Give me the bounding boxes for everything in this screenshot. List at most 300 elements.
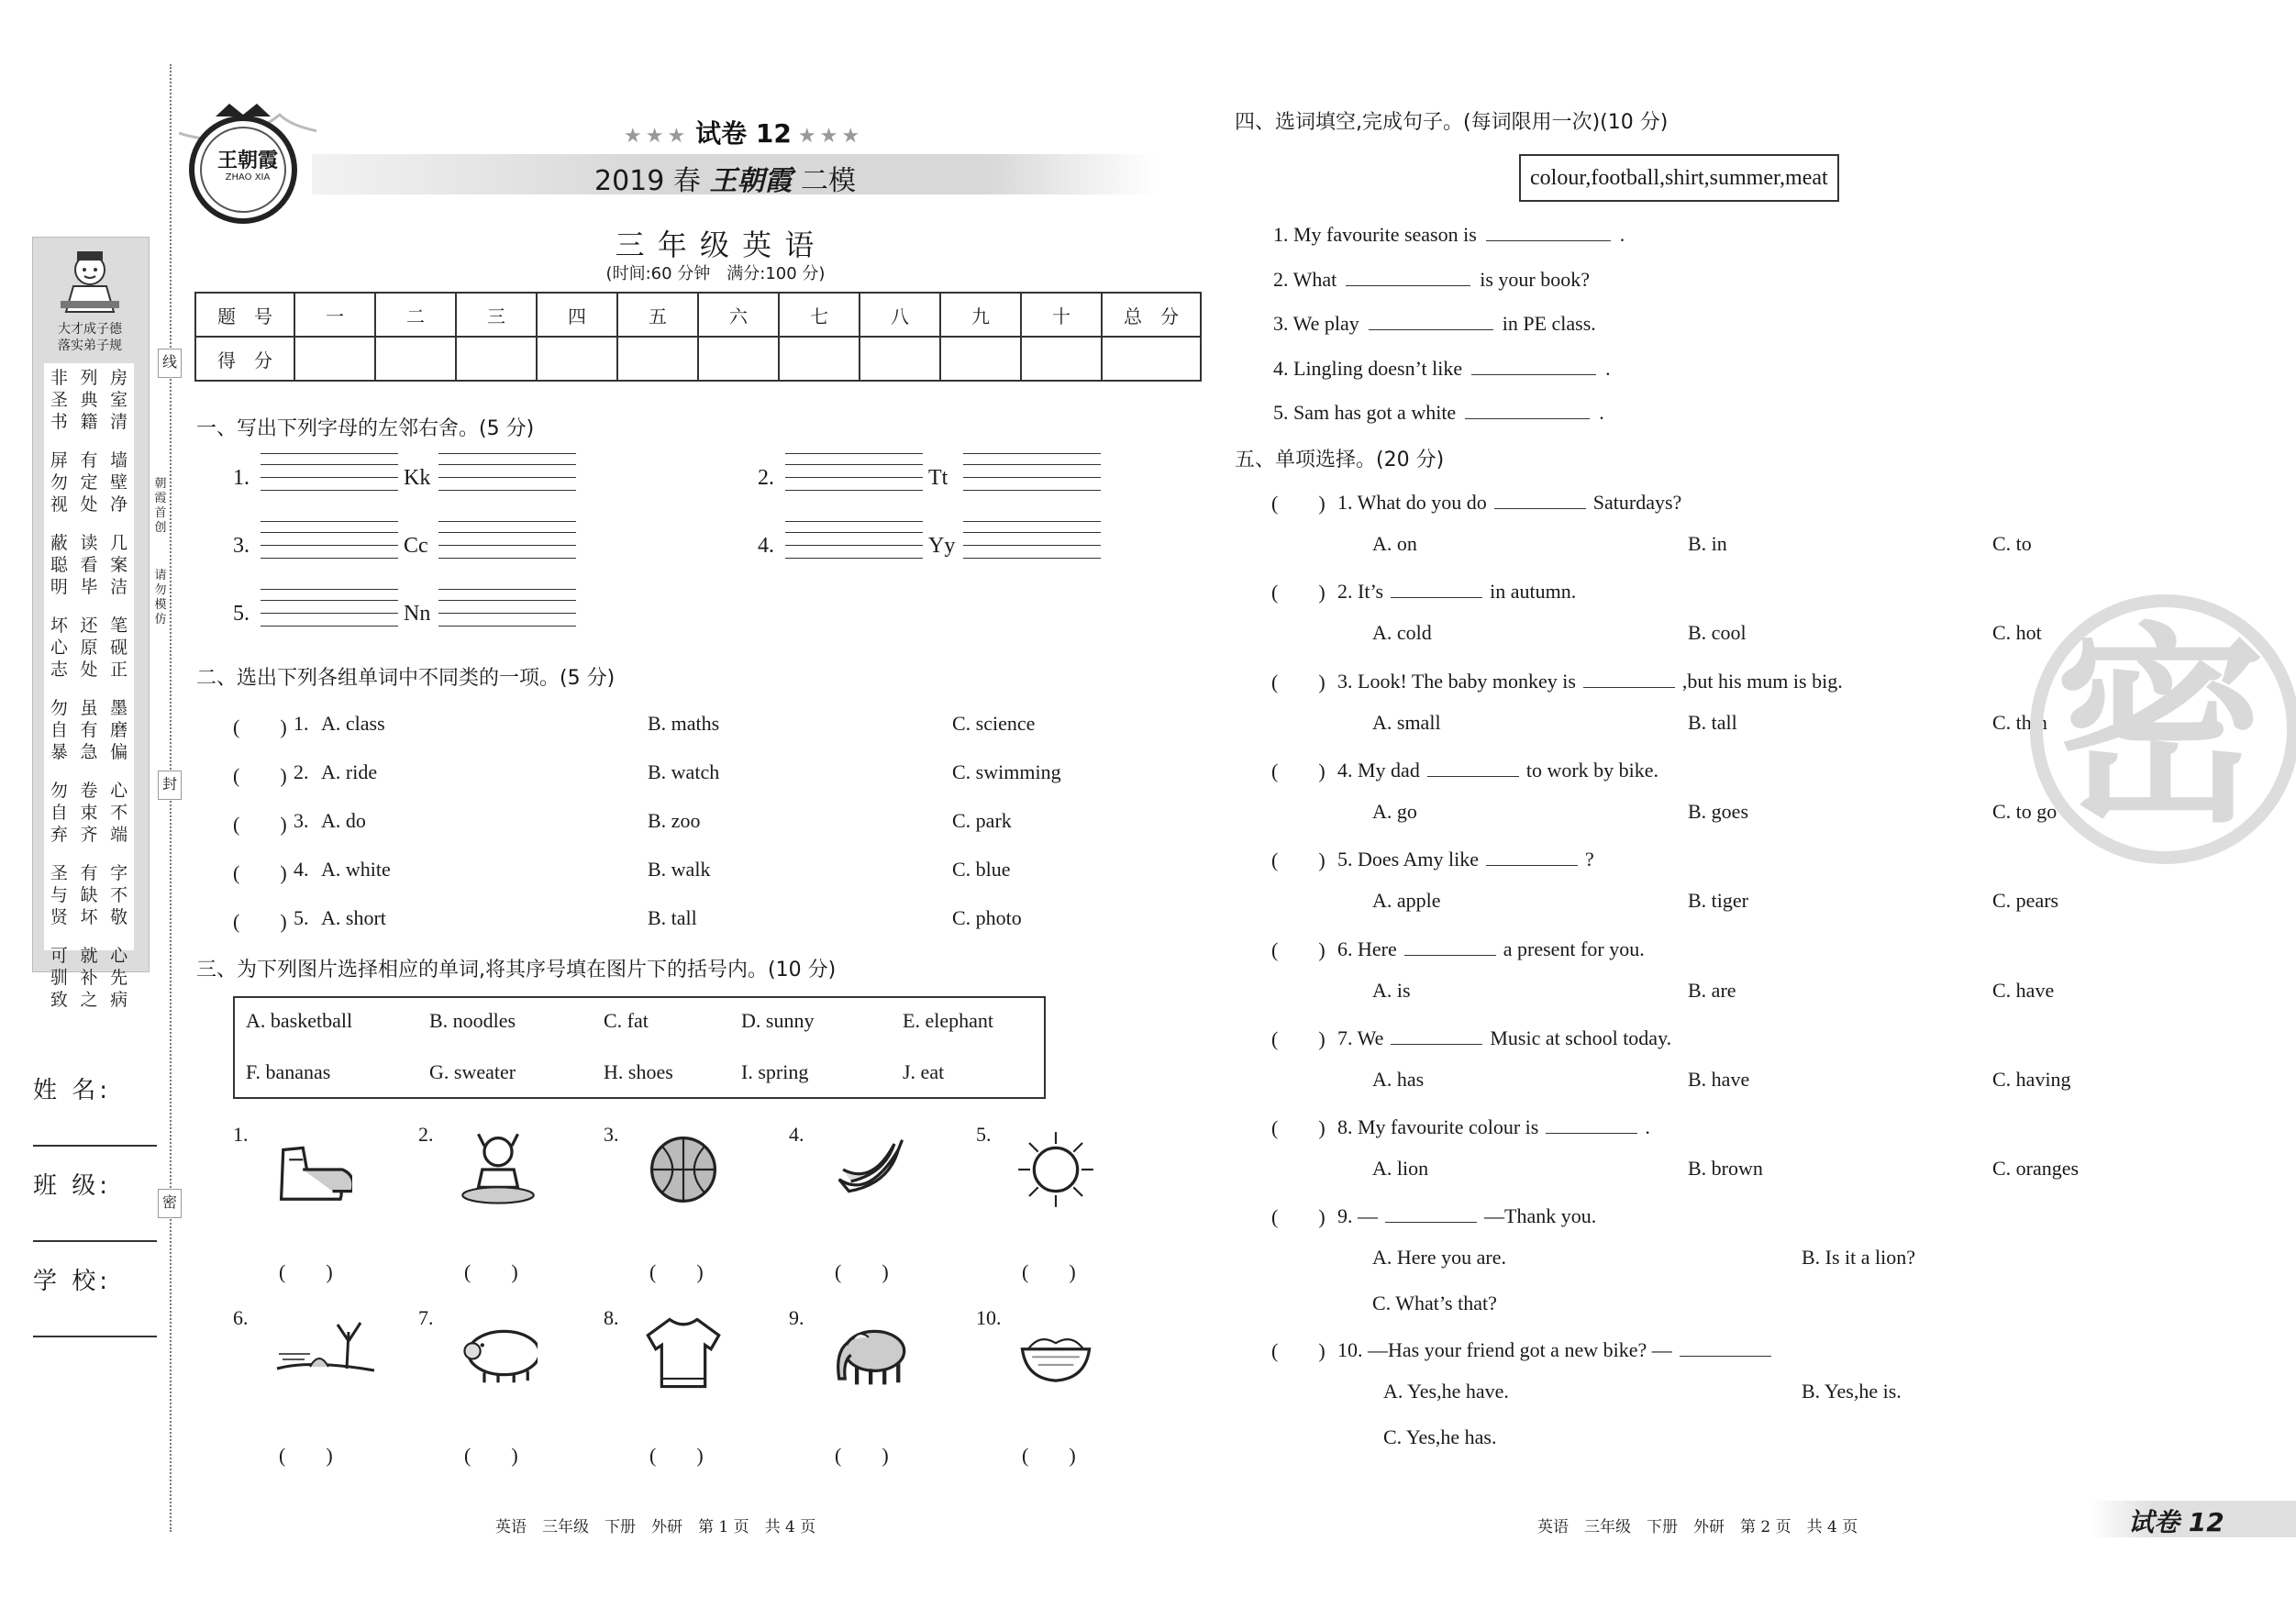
mascot-caption-2: 落实弟子规 — [58, 338, 122, 353]
exam-title-suffix: 二模 — [800, 165, 856, 197]
footer-left: 英语 三年级 下册 外研 第 1 页 共 4 页 — [495, 1518, 816, 1536]
motto-column: 几 案 洁 — [110, 533, 128, 597]
paper-number-line — [624, 114, 863, 150]
score-header-cell: 四 — [537, 293, 617, 337]
motto-column: 墙 壁 净 — [110, 450, 128, 515]
picture-number: 9. — [789, 1306, 804, 1329]
motto-column: 可 驯 致 — [50, 946, 68, 1010]
writing-line[interactable] — [963, 558, 1101, 559]
motto-column: 蔽 聪 明 — [50, 533, 68, 597]
question-stem: 4. My dad — [1337, 758, 1420, 782]
writing-line[interactable] — [438, 464, 576, 465]
score-entry-cell[interactable] — [860, 337, 940, 381]
writing-line[interactable] — [261, 545, 398, 546]
writing-line[interactable] — [785, 545, 923, 546]
option-b: B. zoo — [648, 809, 701, 832]
answer-paren[interactable]: ( ) — [1271, 1339, 1325, 1362]
fill-blank-suffix: is your book? — [1480, 267, 1591, 291]
score-header-cell: 五 — [617, 293, 698, 337]
question-stem-end: ? — [1585, 848, 1594, 871]
section3-title: 三、为下列图片选择相应的单词,将其序号填在图片下的括号内。(10 分) — [196, 959, 837, 981]
elephant-icon — [829, 1314, 908, 1396]
score-entry-cell[interactable] — [779, 337, 860, 381]
score-header-cell: 九 — [940, 293, 1021, 337]
writing-line-top — [963, 521, 1101, 522]
mascot-icon — [53, 246, 127, 323]
answer-paren[interactable]: ( ) — [1271, 848, 1325, 872]
picture-number: 2. — [418, 1123, 434, 1146]
writing-line[interactable] — [261, 613, 398, 614]
writing-line[interactable] — [438, 545, 576, 546]
answer-blank[interactable] — [1486, 845, 1578, 866]
writing-line[interactable] — [963, 477, 1101, 478]
mascot-caption-1: 大才成子德 — [58, 322, 122, 337]
writing-line[interactable] — [785, 464, 923, 465]
motto-column: 有 缺 坏 — [80, 863, 98, 927]
footer-tag: 试卷 12 — [2128, 1507, 2224, 1537]
paper-number: 试卷 12 — [695, 118, 792, 149]
score-label-cell: 得 分 — [195, 337, 294, 381]
letter-item-letter: Nn — [404, 602, 431, 626]
question-stem-end: Saturdays? — [1592, 491, 1682, 514]
choice-b: B. Is it a lion? — [1802, 1246, 1916, 1269]
motto-column: 屏 勿 视 — [50, 450, 68, 515]
sweater-icon — [644, 1314, 723, 1396]
writing-line-top — [785, 453, 923, 454]
picture-answer-paren[interactable]: ( ) — [1022, 1444, 1076, 1467]
motto-group — [44, 862, 134, 928]
seal-mark-mi: 密 — [158, 1189, 182, 1218]
option-b: B. watch — [648, 760, 720, 783]
fill-blank-line[interactable] — [1369, 309, 1493, 330]
word-option: H. shoes — [604, 1060, 673, 1083]
word-option: E. elephant — [903, 1009, 993, 1032]
score-entry-cell[interactable] — [537, 337, 617, 381]
question-stem: 3. Look! The baby monkey is — [1337, 669, 1576, 693]
question-number: 1. — [294, 712, 309, 735]
class-field[interactable] — [33, 1240, 157, 1242]
watermark-char: 密 — [2055, 606, 2267, 851]
answer-blank[interactable] — [1546, 1113, 1637, 1134]
score-header-cell: 一 — [294, 293, 375, 337]
motto-column: 有 定 处 — [80, 450, 98, 515]
option-a: A. class — [321, 712, 385, 735]
answer-paren[interactable]: ( ) — [1271, 492, 1325, 515]
answer-paren[interactable]: ( ) — [1271, 1116, 1325, 1140]
letter-item-number: 2. — [758, 466, 774, 490]
section1-title: 一、写出下列字母的左邻右舍。(5 分) — [196, 417, 535, 440]
fill-blank-item — [1273, 354, 1611, 381]
seal-mark-feng: 封 — [158, 771, 182, 800]
choice-c: C. to — [1992, 532, 2032, 555]
score-entry-cell[interactable] — [1102, 337, 1201, 381]
question-text — [1337, 1024, 1671, 1050]
option-c: C. photo — [952, 906, 1022, 929]
score-header-row — [195, 293, 1201, 337]
question-text — [1337, 935, 1645, 961]
letter-item-letter: Kk — [404, 466, 431, 490]
question-stem: 10. —Has your friend got a new bike? — — [1337, 1338, 1672, 1361]
word-option: B. noodles — [429, 1009, 516, 1032]
writing-line[interactable] — [785, 558, 923, 559]
writing-line[interactable] — [261, 558, 398, 559]
fill-blank-line[interactable] — [1346, 265, 1470, 286]
motto-group — [44, 449, 134, 516]
writing-line[interactable] — [963, 545, 1101, 546]
question-stem-end: in autumn. — [1490, 580, 1577, 604]
picture-answer-paren[interactable]: ( ) — [1022, 1260, 1076, 1283]
motto-column: 卷 束 齐 — [80, 781, 98, 845]
score-header-cell: 十 — [1021, 293, 1102, 337]
section4-wordbox: colour,football,shirt,summer,meat — [1519, 154, 1839, 202]
sun-icon — [1016, 1130, 1095, 1213]
fill-blank-item — [1273, 220, 1625, 247]
picture-number: 10. — [976, 1306, 1002, 1329]
choice-b: B. Yes,he is. — [1802, 1380, 1902, 1403]
score-table — [194, 292, 1202, 382]
answer-blank[interactable] — [1427, 756, 1519, 777]
fill-blank-line[interactable] — [1465, 398, 1590, 419]
fill-blank-item — [1273, 309, 1596, 336]
motto-column: 还 原 处 — [80, 616, 98, 680]
writing-line-top — [261, 453, 398, 454]
answer-paren[interactable]: ( ) — [1271, 670, 1325, 693]
question-stem: 2. It’s — [1337, 580, 1384, 604]
answer-blank[interactable] — [1391, 577, 1482, 598]
question-number: 5. — [294, 906, 309, 929]
fill-blank-line[interactable] — [1486, 220, 1611, 241]
question-text — [1337, 845, 1594, 871]
picture-number: 5. — [976, 1123, 992, 1146]
letter-item-letter: Yy — [928, 534, 956, 558]
letter-item-number: 5. — [233, 602, 250, 626]
letter-item-number: 4. — [758, 534, 774, 558]
answer-paren[interactable]: ( ) — [1271, 937, 1325, 961]
picture-number: 3. — [604, 1123, 619, 1146]
bananas-icon — [829, 1130, 908, 1213]
choice-a: A. has — [1372, 1067, 1425, 1091]
choice-b: B. have — [1688, 1067, 1750, 1091]
brand-name: 王朝霞 — [709, 165, 793, 197]
option-b: B. walk — [648, 858, 711, 881]
motto-column: 圣 与 贤 — [50, 863, 68, 927]
option-b: B. tall — [648, 906, 697, 929]
score-entry-cell[interactable] — [617, 337, 698, 381]
choice-b: B. in — [1688, 532, 1727, 555]
writing-line-top — [438, 453, 576, 454]
score-entry-cell[interactable] — [294, 337, 375, 381]
motto-column: 列 典 籍 — [80, 368, 98, 432]
picture-number: 7. — [418, 1306, 434, 1329]
motto-group — [44, 367, 134, 433]
answer-blank[interactable] — [1680, 1336, 1771, 1357]
option-b: B. maths — [648, 712, 720, 735]
choice-a: A. apple — [1372, 889, 1441, 913]
writing-line[interactable] — [785, 532, 923, 533]
fill-blank-item — [1273, 398, 1604, 425]
score-header-cell: 三 — [456, 293, 537, 337]
writing-line[interactable] — [438, 532, 576, 533]
question-stem-end: . — [1645, 1115, 1650, 1139]
answer-blank[interactable] — [1494, 488, 1586, 509]
fill-blank-suffix: in PE class. — [1502, 312, 1596, 335]
motto-column: 心 不 端 — [110, 781, 128, 845]
writing-line[interactable] — [438, 558, 576, 559]
writing-line[interactable] — [963, 532, 1101, 533]
fill-blank-line[interactable] — [1471, 354, 1596, 375]
question-stem-end: Music at school today. — [1490, 1026, 1672, 1049]
choice-c: C. having — [1992, 1067, 2071, 1091]
choice-c: C. pears — [1992, 889, 2059, 913]
choice-c: C. Yes,he has. — [1383, 1425, 1497, 1448]
score-value-row — [195, 337, 1201, 381]
exam-title-prefix: 2019 春 — [594, 165, 701, 197]
option-a: A. do — [321, 809, 366, 832]
option-a: A. white — [321, 858, 391, 881]
answer-paren[interactable]: ( ) — [233, 910, 287, 933]
motto-group — [44, 697, 134, 763]
choice-c: C. to go — [1992, 799, 2058, 823]
writing-line-top — [438, 589, 576, 590]
picture-answer-paren[interactable]: ( ) — [649, 1260, 704, 1283]
motto-column: 读 看 毕 — [80, 533, 98, 597]
fill-blank-prefix: 3. We play — [1273, 312, 1359, 335]
writing-line-top — [963, 453, 1101, 454]
writing-line[interactable] — [261, 600, 398, 601]
score-entry-cell[interactable] — [940, 337, 1021, 381]
picture-number: 1. — [233, 1123, 249, 1146]
motto-column: 勿 自 弃 — [50, 781, 68, 845]
shoe-icon — [273, 1130, 352, 1213]
stars-right: ★★★ — [797, 125, 864, 148]
question-stem: 9. — — [1337, 1204, 1378, 1227]
question-number: 2. — [294, 760, 309, 783]
footer-right: 英语 三年级 下册 外研 第 2 页 共 4 页 — [1537, 1518, 1858, 1536]
choice-b: B. tall — [1688, 710, 1737, 734]
answer-blank[interactable] — [1404, 935, 1496, 956]
question-stem: 6. Here — [1337, 937, 1397, 960]
word-option: I. spring — [741, 1060, 809, 1083]
choice-b: B. brown — [1688, 1157, 1763, 1181]
choice-b: B. are — [1688, 978, 1736, 1002]
answer-paren[interactable]: ( ) — [1271, 1026, 1325, 1050]
answer-blank[interactable] — [1583, 667, 1675, 688]
option-c: C. science — [952, 712, 1036, 735]
answer-blank[interactable] — [1391, 1024, 1482, 1045]
word-option: J. eat — [903, 1060, 945, 1083]
choice-c: C. thin — [1992, 710, 2047, 734]
question-number: 4. — [294, 858, 309, 881]
score-entry-cell[interactable] — [698, 337, 779, 381]
class-label: 班 级: — [33, 1172, 112, 1200]
question-text — [1337, 1202, 1596, 1228]
writing-line[interactable] — [261, 490, 398, 491]
choice-c: C. What’s that? — [1372, 1292, 1497, 1314]
question-stem: 8. My favourite colour is — [1337, 1115, 1539, 1139]
stars-left: ★★★ — [624, 125, 690, 148]
word-option: A. basketball — [246, 1009, 353, 1032]
exam-title — [594, 158, 856, 198]
question-text — [1337, 488, 1681, 515]
score-header-cell: 二 — [375, 293, 456, 337]
option-a: A. short — [321, 906, 386, 929]
picture-number: 6. — [233, 1306, 249, 1329]
motto-group — [44, 615, 134, 681]
letter-item-letter: Tt — [928, 466, 948, 490]
answer-paren[interactable]: ( ) — [1271, 1205, 1325, 1228]
writing-line-top — [438, 521, 576, 522]
score-entry-cell[interactable] — [456, 337, 537, 381]
choice-a: A. Here you are. — [1372, 1246, 1506, 1269]
letter-item-number: 1. — [233, 466, 250, 490]
word-option: G. sweater — [429, 1060, 516, 1083]
section2-title: 二、选出下列各组单词中不同类的一项。(5 分) — [196, 667, 616, 690]
school-label: 学 校: — [33, 1268, 112, 1295]
choice-c: C. hot — [1992, 621, 2042, 645]
picture-number: 8. — [604, 1306, 619, 1329]
choice-a: A. small — [1372, 710, 1441, 734]
choice-a: A. go — [1372, 799, 1417, 823]
answer-paren[interactable]: ( ) — [233, 715, 287, 738]
writing-line-top — [785, 521, 923, 522]
question-stem: 1. What do you do — [1337, 491, 1487, 514]
writing-line[interactable] — [438, 490, 576, 491]
motto-column: 非 圣 书 — [50, 368, 68, 432]
school-field[interactable] — [33, 1336, 157, 1337]
motto-column: 勿 自 暴 — [50, 698, 68, 762]
logo-text: 王朝霞 — [216, 150, 278, 172]
writing-line[interactable] — [438, 600, 576, 601]
score-header-cell: 七 — [779, 293, 860, 337]
fill-blank-suffix: . — [1605, 356, 1611, 380]
answer-paren[interactable]: ( ) — [1271, 581, 1325, 604]
writing-line[interactable] — [963, 490, 1101, 491]
choice-a: A. Yes,he have. — [1383, 1380, 1509, 1403]
motto-column: 虽 有 急 — [80, 698, 98, 762]
writing-line[interactable] — [438, 626, 576, 627]
vertical-note-original: 朝 霞 首 创 — [154, 477, 167, 535]
option-c: C. swimming — [952, 760, 1061, 783]
fill-blank-prefix: 2. What — [1273, 267, 1337, 291]
writing-line-top — [261, 521, 398, 522]
motto-column: 墨 磨 偏 — [110, 698, 128, 762]
writing-line-top — [261, 589, 398, 590]
motto-column: 字 不 敬 — [110, 863, 128, 927]
question-stem-end: a present for you. — [1503, 937, 1645, 960]
fill-blank-item — [1273, 265, 1590, 292]
time-info: (时间:60 分钟 满分:100 分) — [605, 264, 826, 283]
option-c: C. park — [952, 809, 1012, 832]
writing-line[interactable] — [261, 464, 398, 465]
picture-answer-paren[interactable]: ( ) — [464, 1260, 518, 1283]
noodles-icon — [1016, 1314, 1095, 1396]
choice-a: A. on — [1372, 532, 1417, 555]
writing-line[interactable] — [785, 490, 923, 491]
subject-title: 三 年 级 英 语 — [615, 227, 816, 262]
answer-blank[interactable] — [1385, 1202, 1477, 1223]
writing-line[interactable] — [438, 477, 576, 478]
score-entry-cell[interactable] — [1021, 337, 1102, 381]
vertical-note-nocopy: 请 勿 模 仿 — [154, 569, 167, 627]
fill-blank-prefix: 4. Lingling doesn’t like — [1273, 356, 1463, 380]
fill-blank-suffix: . — [1619, 223, 1625, 246]
word-option: D. sunny — [741, 1009, 815, 1032]
fill-blank-prefix: 5. Sam has got a white — [1273, 401, 1457, 424]
picture-number: 4. — [789, 1123, 804, 1146]
answer-paren[interactable]: ( ) — [233, 813, 287, 836]
motto-group — [44, 532, 134, 598]
writing-line[interactable] — [785, 477, 923, 478]
letter-item-number: 3. — [233, 534, 250, 558]
choice-c: C. oranges — [1992, 1157, 2080, 1181]
writing-line[interactable] — [438, 613, 576, 614]
picture-answer-paren[interactable]: ( ) — [835, 1444, 889, 1467]
question-text — [1337, 1336, 1779, 1362]
question-stem: 5. Does Amy like — [1337, 848, 1479, 871]
section5-title: 五、单项选择。(20 分) — [1235, 449, 1445, 471]
writing-line[interactable] — [261, 532, 398, 533]
word-option: F. bananas — [246, 1060, 331, 1083]
motto-column: 房 室 清 — [110, 368, 128, 432]
motto-column: 笔 砚 正 — [110, 616, 128, 680]
motto-column: 就 补 之 — [80, 946, 98, 1010]
name-field[interactable] — [33, 1145, 157, 1147]
choice-b: B. tiger — [1688, 889, 1748, 913]
score-header-cell: 八 — [860, 293, 940, 337]
picture-answer-paren[interactable]: ( ) — [279, 1260, 333, 1283]
question-text — [1337, 1113, 1650, 1139]
picture-answer-paren[interactable]: ( ) — [279, 1444, 333, 1467]
score-header-cell: 总 分 — [1102, 293, 1201, 337]
question-stem-end: ,but his mum is big. — [1681, 669, 1843, 693]
picture-answer-paren[interactable]: ( ) — [835, 1260, 889, 1283]
question-stem: 7. We — [1337, 1026, 1384, 1049]
fill-blank-prefix: 1. My favourite season is — [1273, 223, 1477, 246]
choice-a: A. cold — [1372, 621, 1432, 645]
choice-b: B. goes — [1688, 799, 1748, 823]
spring-scene-icon — [273, 1314, 378, 1391]
question-stem-end: to work by bike. — [1525, 758, 1659, 782]
motto-column: 心 先 病 — [110, 946, 128, 1010]
word-option: C. fat — [604, 1009, 649, 1032]
writing-line[interactable] — [963, 464, 1101, 465]
choice-b: B. cool — [1688, 621, 1747, 645]
motto-grid — [44, 367, 134, 1027]
motto-group — [44, 780, 134, 846]
question-text — [1337, 667, 1843, 693]
question-text — [1337, 756, 1658, 782]
picture-answer-paren[interactable]: ( ) — [649, 1444, 704, 1467]
picture-answer-paren[interactable]: ( ) — [464, 1444, 518, 1467]
option-c: C. blue — [952, 858, 1011, 881]
letter-item-letter: Cc — [404, 534, 428, 558]
option-a: A. ride — [321, 760, 378, 783]
score-header-cell: 六 — [698, 293, 779, 337]
fat-pig-icon — [459, 1314, 538, 1396]
score-entry-cell[interactable] — [375, 337, 456, 381]
answer-paren[interactable]: ( ) — [233, 764, 287, 787]
choice-c: C. have — [1992, 978, 2055, 1002]
writing-line[interactable] — [261, 477, 398, 478]
score-header-cell: 题 号 — [195, 293, 294, 337]
motto-column: 坏 心 志 — [50, 616, 68, 680]
writing-line[interactable] — [261, 626, 398, 627]
question-number: 3. — [294, 809, 309, 832]
answer-paren[interactable]: ( ) — [1271, 759, 1325, 782]
choice-a: A. lion — [1372, 1157, 1429, 1181]
motto-group — [44, 945, 134, 1011]
answer-paren[interactable]: ( ) — [233, 861, 287, 884]
